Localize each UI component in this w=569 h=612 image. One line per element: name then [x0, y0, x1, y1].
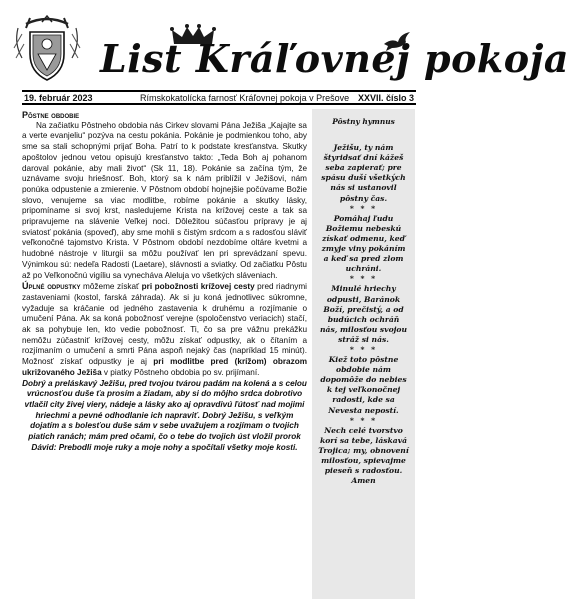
- article-heading: Pôstne obdobie: [22, 110, 80, 120]
- hymn-stanza-1: Ježišu, ty nám štyridsať dní kážeš seba zapierať; pre spásu duší všetkých nás si ustanovil pôstny čas.: [321, 143, 406, 203]
- issue-date: 19. február 2023: [24, 93, 93, 103]
- indulgences-text-a: môžeme získať: [80, 282, 142, 292]
- hymn-stanza-2: Pomáhaj ľudu Božiemu nebeskú získať odmenu, keď zmyje viny pokáním a keď sa pred zlom uchráni.: [321, 213, 406, 274]
- indulgences-text-c: pred riadnymi zastaveniami (kostol, farská záhrada). Ak si ju koná jednotlivec súkromne, vyžaduje sa kráčanie od jedného zastavenia k druhému a rozjímanie o umučení Pána. Ak sa koná pobožnosť verejne (spoločenstvo veriacich) stačí, ak sa pohybuje len, kto vedie pobožnosť. Ti, čo sa pre vážnu prekážku nemôžu zúčastniť krížovej cesty, môžu získať odpustky, ak o čítaním a rozjímaním o umučení a smrti Pána aspoň nejaký čas (napríklad 15 minút). Možnosť získať odpustky je aj: [22, 282, 307, 367]
- coat-of-arms-crest: [12, 14, 82, 88]
- issue-bar: [22, 90, 416, 105]
- indulgences-text-e: v piatky Pôstneho obdobia po sv. prijímaní.: [101, 367, 260, 377]
- indulgences-emphasis-stations: pri pobožnosti krížovej cesty: [141, 282, 255, 292]
- issue-number: XXVII. číslo 3: [357, 93, 414, 103]
- hymn-stanza-5: Nech celé tvorstvo korí sa tebe, láskavá Trojica; my, obnovení milosťou, spievajme pieseň s radosťou. Amen: [318, 425, 409, 486]
- hymn-stanza-3: Minulé hriechy odpusti, Baránok Boží, prečistý, a od budúcich ochráň nás, milosťou svojou stráž si nás.: [320, 284, 407, 344]
- article-paragraph-indulgences: [22, 281, 307, 378]
- hymn-title: Pôstny hymnus: [332, 117, 395, 126]
- sidebar-hymn: [312, 109, 415, 599]
- main-article: [22, 110, 307, 600]
- stanza-separator: * * *: [349, 344, 378, 354]
- stanza-separator: * * *: [349, 274, 378, 284]
- indulgences-lead: Úplné odpustky: [22, 281, 81, 292]
- stanza-separator: * * *: [349, 203, 378, 213]
- hymn-stanza-4: Kiež toto pôstne obdobie nám dopomôže do nebies k tej veľkonočnej radosti, kde sa Nevesta nepostí.: [320, 355, 407, 415]
- masthead: [0, 0, 569, 92]
- stanza-separator: * * *: [349, 415, 378, 425]
- issue-parish: Rímskokatolícka farnosť Kráľovnej pokoja v Prešove: [140, 93, 350, 103]
- newsletter-title: List Kráľovnej pokoja: [100, 36, 569, 81]
- indulgences-emphasis-crucifix: pri modlitbe pred (krížom) obrazom ukrižovaného Ježiša: [22, 357, 307, 377]
- article-paragraph-lent: Na začiatku Pôstneho obdobia nás Cirkev slovami Pána Ježiša „Kajajte sa a verte evanjeliu“ pozýva na cestu pokánia. Pokánie je podmienkou toho, aby sme sa stali schopnými prijať Boha. Patrí to k podstate kresťanstva. Skutky apoštolov jednou vetou opisujú kresťanstvo takto: „Teda Boh aj pohanom daroval pokánie, aby mali život“ (Sk 11, 18). Pokánie sa začína tým, že uznávame svoju hriešnosť. Boh, ktorý sa k nám priblížil v Ježišovi, nám ponúka odpustenie a zmierenie. V Pôstnom období hojnejšie počúvame Božie slovo, venujeme sa viac modlitbe, robíme pokánie a skutky lásky, pripomíname si svoj krst, nasledujeme Krista na krížovej ceste a tak sa pripravujeme na slávenie Veľkej noci. Dôležitou súčasťou prípravy je aj sviatosť pokánia (spoveď), aby sme mohli s čistým srdcom a s radosťou sláviť veľkonočné tajomstvo Krista. V Pôstnom období nezdobíme oltáre kvetmi a hudobné nástroje v liturgii sa môžu používať len pri sprevádzaní spevu. Výnimkou sú: nedeľa Radosti (Laetare), slávnosti a sviatky. Od začiatku Pôstu až po Veľkonočnú vigíliu sa vynecháva Aleluja vo všetkých sláveniach.: [22, 120, 307, 280]
- prayer-text: Dobrý a preláskavý Ježišu, pred tvojou tvárou padám na kolená a s celou vrúcnosťou duše ťa prosím a žiadam, aby si do môjho srdca dobrotivo vtlačil city živej viery, nádeje a lásky ako aj opravdivú ľútosť nad mojimi hriechmi a pevné odhodlanie ich napraviť. Dobrý Ježišu, s veľkým dojatím a s bolesťou duše sám v sebe uvažujem a rozjímam o tvojich piatich ranách; mám pred očami, čo o tebe do tvojich úst vložil prorok Dávid: Prebodli moje ruky a moje nohy a spočítali všetky moje kosti.: [22, 378, 307, 452]
